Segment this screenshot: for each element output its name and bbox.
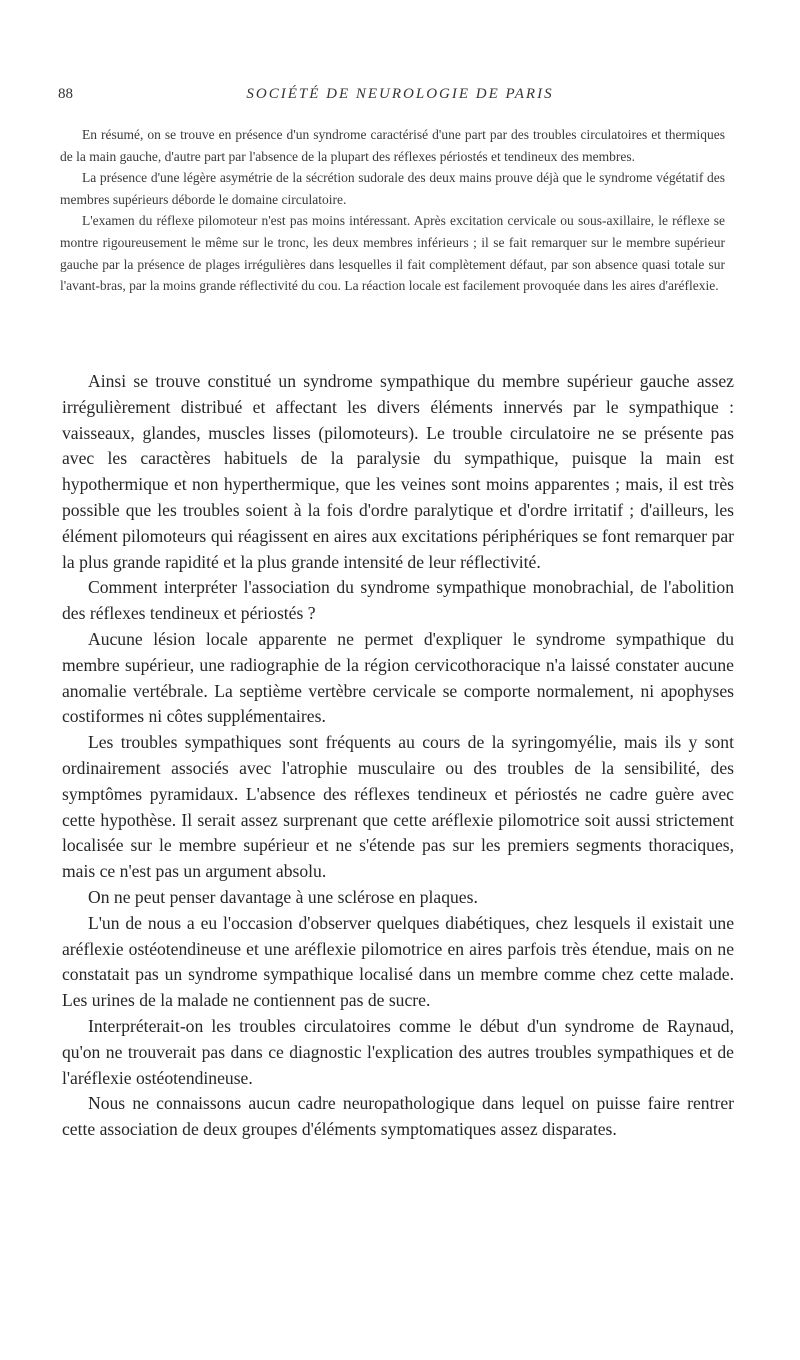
body-paragraph: Les troubles sympathiques sont fréquents au cours de la syringomyélie, mais ils y sont ordinairement associés avec l'atrophie musculaire ou des troubles de la sensibilité, des symptômes pyramidaux. L'absence des réflexes tendineux et périostés ne cadre guère avec cette hypothèse. Il serait assez surprenant que cette aréflexie pilomotrice soit aussi strictement localisée sur le membre supérieur et ne s'étende pas sur les premiers segments thoraciques, mais ce n'est pas un argument absolu.	[62, 732, 734, 882]
summary-block	[60, 124, 725, 297]
body-paragraph: Interpréterait-on les troubles circulatoires comme le début d'un syndrome de Raynaud, qu'on ne trouverait pas dans ce diagnostic l'explication des autres troubles sympathiques et de l'aréflexie ostéotendineuse.	[62, 1015, 734, 1088]
body-paragraph: Nous ne connaissons aucun cadre neuropathologique dans lequel on puisse faire rentrer cette association de deux groupes d'éléments symptomatiques assez disparates.	[62, 1093, 734, 1140]
summary-paragraph: En résumé, on se trouve en présence d'un syndrome caractérisé d'une part par des troubles circulatoires et thermiques de la main gauche, d'autre part par l'absence de la plupart des réflexes périostés et tendineux des membres.	[60, 127, 725, 164]
page-number: 88	[58, 86, 73, 102]
summary-paragraph: L'examen du réflexe pilomoteur n'est pas moins intéressant. Après excitation cervicale ou sous-axillaire, le réflexe se montre rigoureusement le même sur le tronc, les deux membres inférieurs ; il se fait remarquer sur le membre supérieur gauche par la présence de plages irrégulières dans lesquelles il fait complètement défaut, par son absence quasi totale sur l'avant-bras, par la moins grande réflectivité du cou. La réaction locale est facilement provoquée dans les aires d'aréflexie.	[60, 213, 725, 294]
body-paragraph: On ne peut penser davantage à une sclérose en plaques.	[88, 886, 478, 907]
running-head	[58, 86, 742, 106]
body-paragraph: Aucune lésion locale apparente ne permet d'expliquer le syndrome sympathique du membre supérieur, une radiographie de la région cervicothoracique n'a laissé constater aucune anomalie vertébrale. La septième vertèbre cervicale se comporte normalement, ni apophyses costiformes ni côtes supplémentaires.	[62, 628, 734, 727]
journal-title: SOCIÉTÉ DE NEUROLOGIE DE PARIS	[246, 86, 554, 102]
body-paragraph: Ainsi se trouve constitué un syndrome sympathique du membre supérieur gauche assez irrégulièrement distribué et affectant les divers éléments innervés par le sympathique : vaisseaux, glandes, muscles lisses (pilomoteurs). Le trouble circulatoire ne se présente pas avec les caractères habituels de la paralysie du sympathique, puisque la main est hypothermique et non hyperthermique, que les veines sont moins apparentes ; mais, il est très possible que les troubles soient à la fois d'ordre paralytique et d'ordre irritatif ; d'ailleurs, les élément pilomoteurs qui réagissent en aires aux excitations périphériques se font remarquer par la plus grande rapidité et la plus grande intensité de leur réflectivité.	[62, 371, 734, 572]
body-paragraph: Comment interpréter l'association du syndrome sympathique monobrachial, de l'abolition des réflexes tendineux et périostés ?	[62, 577, 734, 624]
discussion-block	[62, 369, 734, 1143]
body-paragraph: L'un de nous a eu l'occasion d'observer quelques diabétiques, chez lesquels il existait une aréflexie ostéotendineuse et une aréflexie pilomotrice en aires parfois très étendue, mais on ne constatait pas un syndrome sympathique localisé dans un membre comme chez cette malade. Les urines de la malade ne contiennent pas de sucre.	[62, 912, 734, 1011]
summary-paragraph: La présence d'une légère asymétrie de la sécrétion sudorale des deux mains prouve déjà que le syndrome végétatif des membres supérieurs déborde le domaine circulatoire.	[60, 170, 725, 207]
